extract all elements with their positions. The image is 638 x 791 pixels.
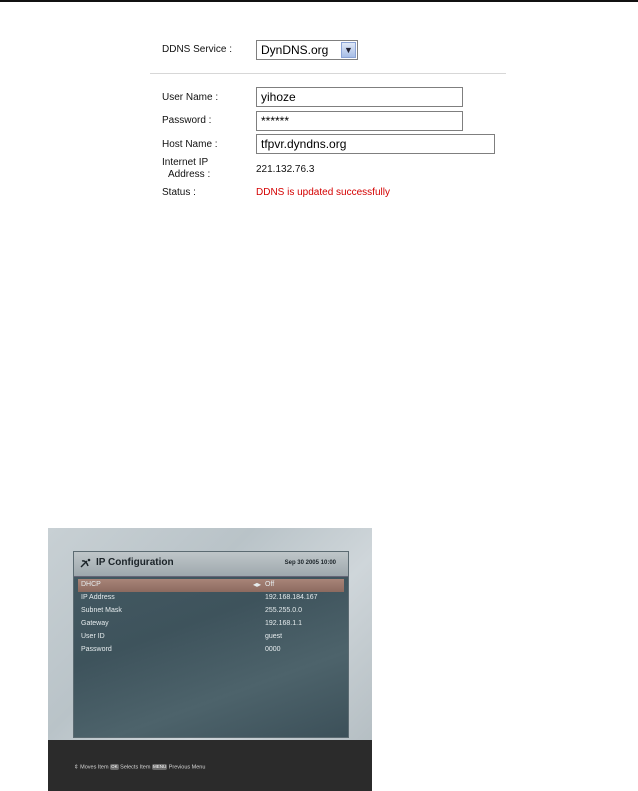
tv-ip-configuration-screen [48,528,372,791]
hostname-label: Host Name : [162,139,218,150]
setting-value: 255.255.0.0 [265,607,302,614]
setting-value: 0000 [265,646,281,653]
ddns-service-select[interactable] [256,40,358,60]
help-previous-menu: Previous Menu [168,764,206,771]
username-label: User Name : [162,92,219,103]
internet-ip-label [162,157,210,181]
username-field[interactable]: yihoze [256,87,463,107]
form-divider [150,73,506,74]
internet-ip-label-line1: Internet IP [162,157,209,168]
status-label: Status : [162,187,196,198]
setting-label: Gateway [81,620,109,627]
ddns-service-label: DDNS Service : [162,44,233,55]
setting-label: Password [81,646,112,653]
status-message: DDNS is updated successfully [256,187,390,198]
hostname-field[interactable]: tfpvr.dyndns.org [256,134,495,154]
setting-label: User ID [81,633,105,640]
setting-value: 192.168.1.1 [265,620,302,627]
ddns-service-value: DynDNS.org [261,43,329,57]
setting-label: Subnet Mask [81,607,122,614]
setting-row-dhcp[interactable] [78,579,344,592]
setting-value: 192.168.184.167 [265,594,318,601]
setting-value: guest [265,633,283,640]
ip-configuration-panel [73,551,349,738]
panel-title: IP Configuration [96,557,174,568]
up-down-arrows-icon: ⇕ [74,764,79,771]
menu-key-icon: MENU [152,764,167,769]
internet-ip-value: 221.132.76.3 [256,164,315,175]
chevron-down-icon[interactable]: ▼ [341,42,356,58]
setting-row-subnet-mask[interactable] [78,605,344,618]
password-label: Password : [162,115,212,126]
setting-row-gateway[interactable] [78,618,344,631]
setting-row-password[interactable] [78,644,344,657]
help-hints [74,764,205,770]
internet-ip-label-line2: Address : [168,169,211,180]
ok-key-icon: OK [111,764,118,769]
ddns-settings-form [0,0,638,220]
satellite-dish-icon [80,557,92,569]
help-selects-item: Selects Item [120,764,151,771]
help-moves-item: Moves Item [80,764,109,771]
left-right-arrows-icon: ◂▸ [253,580,262,589]
panel-header [74,552,348,577]
setting-row-user-id[interactable] [78,631,344,644]
setting-label: IP Address [81,594,115,601]
panel-date: Sep 30 2005 10:00 [284,560,336,566]
setting-value: Off [265,581,275,588]
password-field[interactable]: ****** [256,111,463,131]
setting-label: DHCP [81,581,101,588]
setting-row-ip-address[interactable] [78,592,344,605]
